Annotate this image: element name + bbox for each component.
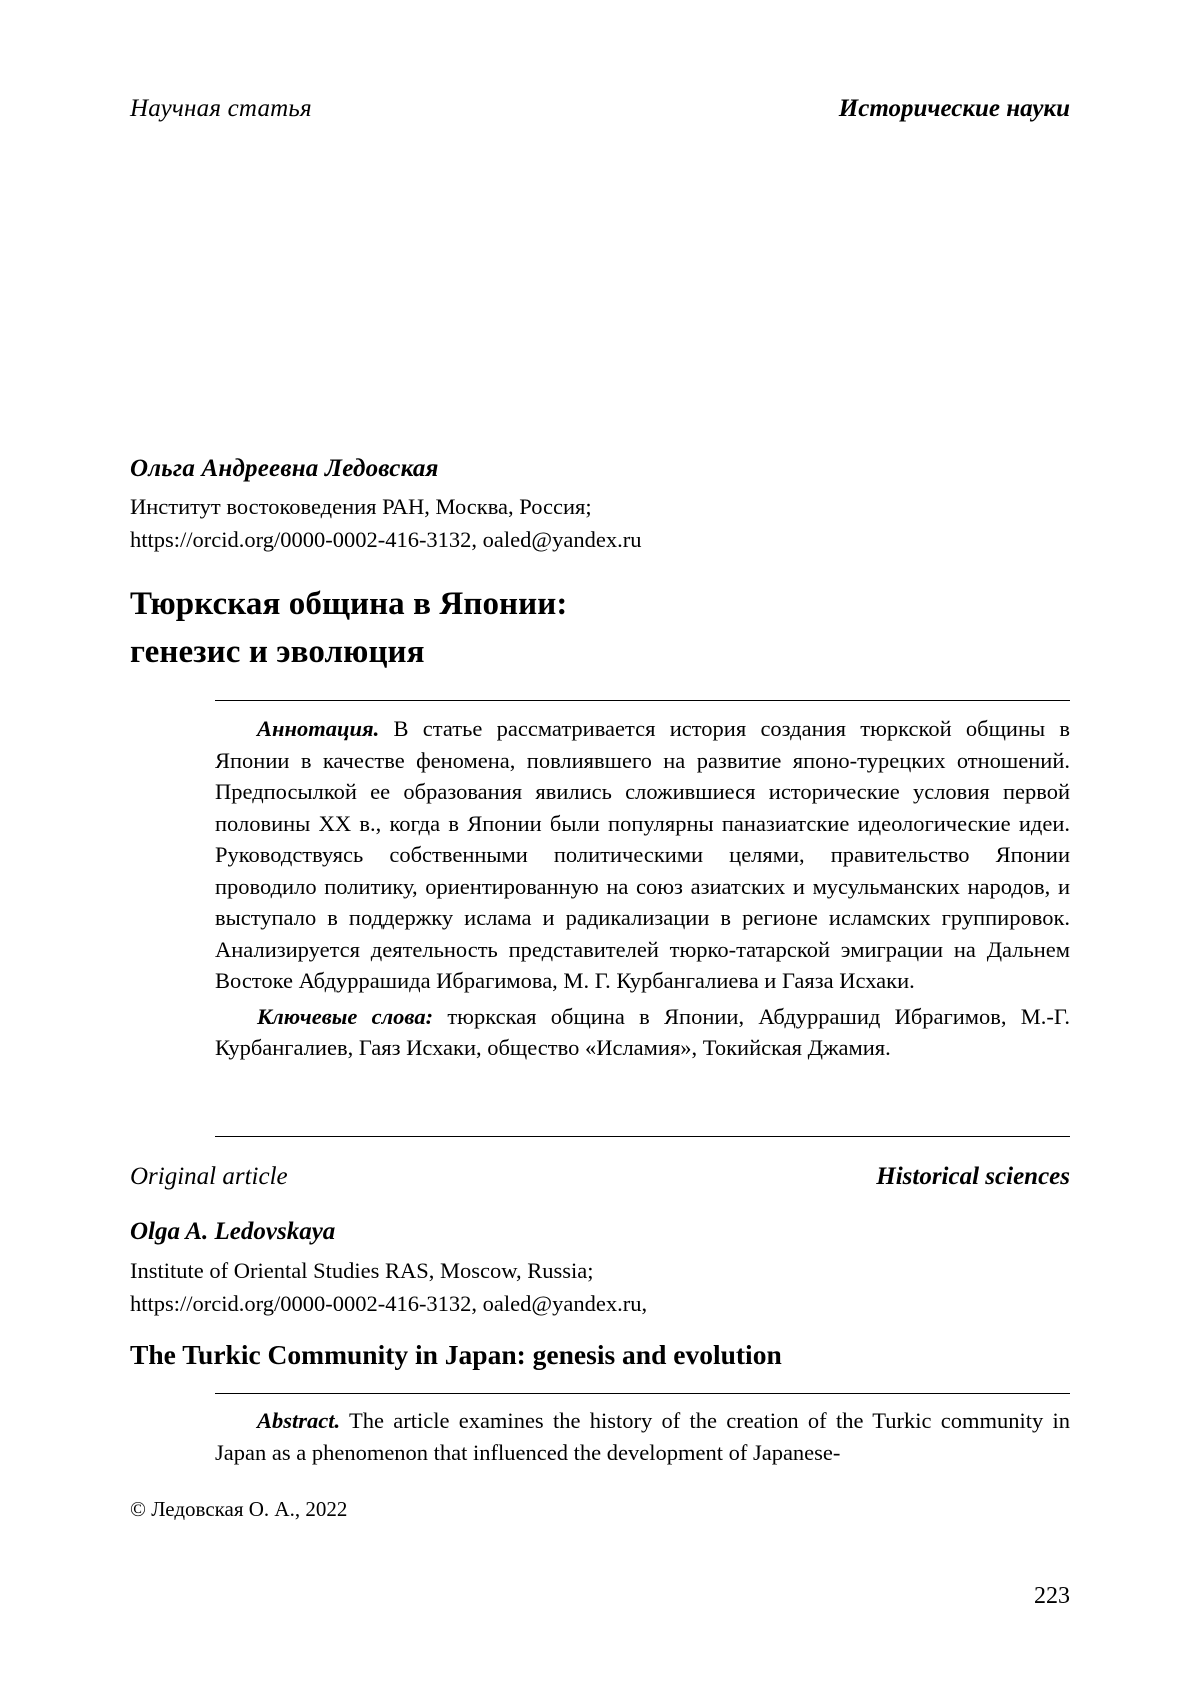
abstract-label-english: Abstract. [257, 1408, 341, 1433]
author-block-russian [130, 455, 1070, 556]
abstract-block-english [215, 1405, 1070, 1468]
abstract-paragraph-russian [215, 713, 1070, 997]
author-name-english: Olga A. Ledovskaya [130, 1218, 336, 1245]
running-head-english [130, 1163, 1070, 1191]
divider-bottom-russian-abstract [215, 1136, 1070, 1137]
author-name-russian: Ольга Андреевна Ледовская [130, 455, 439, 482]
running-head [130, 95, 1070, 123]
keywords-label-russian: Ключевые слова: [257, 1003, 434, 1029]
author-block-english [130, 1218, 1070, 1320]
article-title-russian [130, 580, 1070, 676]
article-title-english: The Turkic Community in Japan: genesis and evolution [130, 1339, 782, 1370]
running-head-article-type: Научная статья [130, 95, 312, 122]
running-head-section-english: Historical sciences [876, 1163, 1070, 1190]
divider-top-russian-abstract [215, 700, 1070, 701]
author-affiliation-english: Institute of Oriental Studies RAS, Moscow, Russia; [130, 1258, 594, 1283]
page-number: 223 [1034, 1583, 1070, 1609]
abstract-text-english: The article examines the history of the creation of the Turkic community in Japan as a phenomenon that influenced the development of Japanese- [215, 1408, 1070, 1465]
abstract-text-russian: В статье рассматривается история создания тюркской общины в Японии в качестве феномена, повлиявшего на развитие японо-турецких отношений. Предпосылкой ее образования явились сложившиеся исторические условия первой половины XX в., когда в Японии были популярны паназиатские идеологические идеи. Руководствуясь собственными политическими целями, правительство Японии проводило политику, ориентированную на союз азиатских и мусульманских народов, и выступало в поддержку ислама и радикализации в регионе исламских группировок. Анализируется деятельность представителей тюрко-татарской эмиграции на Дальнем Востоке Абдуррашида Ибрагимова, М. Г. Курбангалиева и Гаяза Исхаки. [215, 716, 1070, 993]
keywords-paragraph-russian [215, 1001, 1070, 1064]
copyright-notice: © Ледовская О. А., 2022 [130, 1497, 348, 1521]
running-head-article-type-english: Original article [130, 1163, 288, 1190]
divider-top-english-abstract [215, 1393, 1070, 1394]
running-head-section: Исторические науки [838, 95, 1070, 122]
article-title-russian-line-2: генезис и эволюция [130, 634, 425, 670]
article-title-russian-line-1: Тюркская община в Японии: [130, 586, 568, 622]
author-affiliation-russian: Институт востоковедения РАН, Москва, Россия; [130, 494, 592, 519]
author-identifiers-english: https://orcid.org/0000-0002-416-3132, oaled@yandex.ru, [130, 1291, 648, 1316]
keywords-text-russian: тюркская община в Японии, Абдуррашид Ибрагимов, М.-Г. Курбангалиев, Гаяз Исхаки, общество «Исламия», Токийская Джамия. [215, 1003, 1071, 1060]
author-identifiers-russian: https://orcid.org/0000-0002-416-3132, oaled@yandex.ru [130, 527, 642, 552]
abstract-paragraph-english [215, 1405, 1070, 1468]
abstract-block-russian [215, 713, 1070, 1064]
abstract-label-russian: Аннотация. [257, 716, 380, 741]
